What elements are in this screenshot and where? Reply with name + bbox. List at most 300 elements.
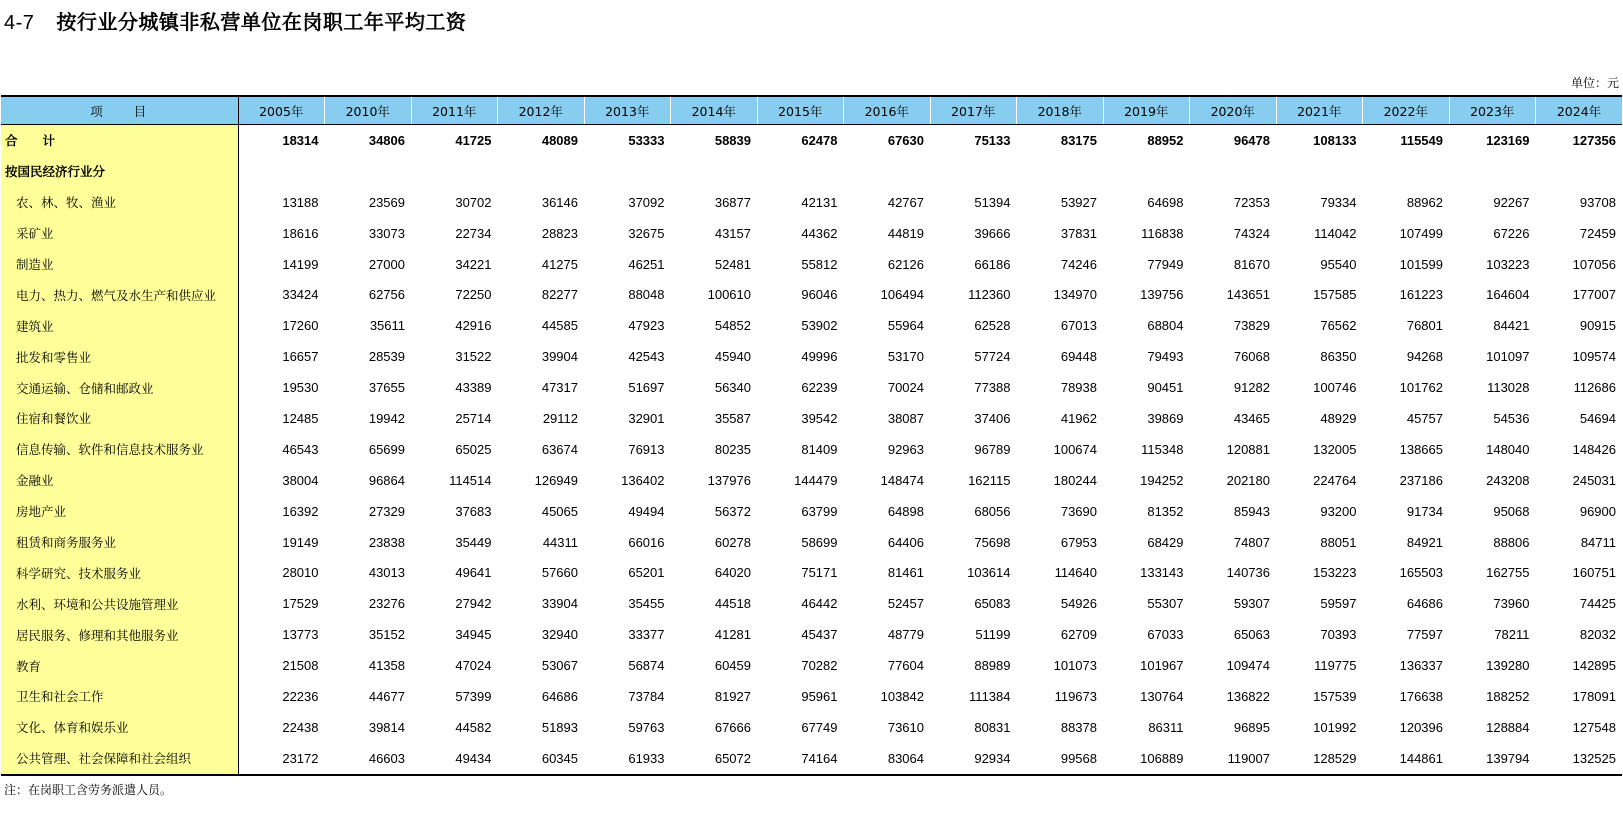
- wage-value: 64898: [887, 503, 924, 519]
- total-value: 83175: [1060, 132, 1097, 148]
- wage-value: 19942: [368, 410, 405, 426]
- wage-value: 44677: [368, 688, 405, 704]
- empty-cell: [930, 156, 1017, 187]
- wage-value: 59763: [628, 719, 665, 735]
- wage-value: 37092: [628, 194, 665, 210]
- wage-value: 128529: [1276, 743, 1363, 775]
- wage-value: 160751: [1572, 565, 1616, 581]
- wage-value: 47923: [628, 318, 665, 334]
- wage-value: 107056: [1572, 256, 1616, 272]
- wage-value: 44819: [887, 225, 924, 241]
- wage-value: 96900: [1579, 503, 1616, 519]
- wage-value: 30702: [455, 194, 492, 210]
- industry-label: 交通运输、仓储和邮政业: [1, 372, 238, 403]
- wage-value: 46543: [282, 441, 319, 457]
- wage-value: 126949: [534, 472, 578, 488]
- wage-value: 43389: [455, 380, 492, 396]
- table-row: [1, 310, 1622, 341]
- wage-value: 72459: [1579, 225, 1616, 241]
- wage-value: 34945: [455, 627, 492, 643]
- total-value: 41725: [455, 132, 492, 148]
- wage-value: 12485: [282, 410, 319, 426]
- wage-value: 54852: [714, 318, 751, 334]
- year-column-header: 2024年: [1536, 96, 1623, 125]
- wage-value: 96864: [368, 472, 405, 488]
- industry-label: 金融业: [1, 465, 238, 496]
- wage-value: 49996: [801, 349, 838, 365]
- wage-value: 25714: [455, 410, 492, 426]
- wage-value: 33377: [628, 627, 665, 643]
- wage-value: 27000: [368, 256, 405, 272]
- year-column-header: 2013年: [584, 96, 671, 125]
- wage-value: 35449: [455, 534, 492, 550]
- table-row: [1, 434, 1622, 465]
- wage-value: 39904: [541, 349, 578, 365]
- wage-value: 62709: [1060, 627, 1097, 643]
- wage-value: 93200: [1320, 503, 1357, 519]
- wage-value: 56340: [714, 380, 751, 396]
- wage-value: 162115: [968, 472, 1011, 488]
- wage-value: 148040: [1486, 441, 1530, 457]
- wage-value: 36877: [714, 194, 751, 210]
- total-value: 127356: [1572, 132, 1616, 148]
- wage-value: 180244: [1053, 472, 1097, 488]
- wage-value: 81927: [714, 688, 751, 704]
- wage-value: 139794: [1449, 743, 1536, 775]
- wage-value: 49434: [411, 743, 498, 775]
- empty-cell: [411, 156, 498, 187]
- industry-label: 采矿业: [1, 218, 238, 249]
- wage-value: 52481: [714, 256, 751, 272]
- wage-value: 17260: [282, 318, 319, 334]
- total-value: 34806: [368, 132, 405, 148]
- wage-value: 62528: [974, 318, 1011, 334]
- wage-value: 45940: [714, 349, 751, 365]
- wage-value: 77604: [887, 658, 924, 674]
- wage-value: 77388: [974, 380, 1011, 396]
- year-column-header: 2020年: [1190, 96, 1277, 125]
- wage-value: 100746: [1313, 380, 1357, 396]
- wage-value: 65072: [671, 743, 758, 775]
- wage-value: 88989: [974, 658, 1011, 674]
- total-value: 108133: [1313, 132, 1357, 148]
- wage-value: 47317: [541, 380, 578, 396]
- wage-value: 88378: [1060, 719, 1097, 735]
- wage-value: 86311: [1148, 719, 1184, 735]
- wage-value: 115348: [1141, 441, 1184, 457]
- wage-value: 101073: [1053, 658, 1097, 674]
- wage-value: 103614: [967, 565, 1011, 581]
- total-value: 48089: [541, 132, 578, 148]
- wage-value: 92963: [887, 441, 924, 457]
- wage-value: 46442: [801, 596, 838, 612]
- table-row: [1, 496, 1622, 527]
- wage-value: 101762: [1399, 380, 1443, 396]
- wage-value: 91734: [1406, 503, 1443, 519]
- wage-value: 114514: [449, 472, 492, 488]
- wage-value: 22236: [282, 688, 319, 704]
- wage-value: 139756: [1140, 287, 1184, 303]
- wage-value: 57660: [541, 565, 578, 581]
- wage-value: 73829: [1233, 318, 1270, 334]
- wage-value: 107499: [1399, 225, 1443, 241]
- wage-value: 139280: [1486, 658, 1530, 674]
- wage-value: 74807: [1233, 534, 1270, 550]
- wage-value: 19530: [282, 380, 319, 396]
- wage-value: 95068: [1493, 503, 1530, 519]
- wage-value: 18616: [282, 225, 319, 241]
- wage-value: 32940: [541, 627, 578, 643]
- table-row: [1, 681, 1622, 712]
- wage-value: 27329: [368, 503, 405, 519]
- wage-value: 46251: [628, 256, 665, 272]
- wage-value: 44585: [541, 318, 578, 334]
- wage-value: 164604: [1486, 287, 1530, 303]
- wage-value: 48779: [887, 627, 924, 643]
- industry-label: 信息传输、软件和信息技术服务业: [1, 434, 238, 465]
- empty-cell: [238, 156, 325, 187]
- total-value: 96478: [1233, 132, 1270, 148]
- wage-value: 73784: [628, 688, 665, 704]
- wage-value: 42767: [887, 194, 924, 210]
- table-row: [1, 249, 1622, 280]
- wage-table: [1, 95, 1622, 776]
- wage-value: 88962: [1406, 194, 1443, 210]
- total-value: 88952: [1147, 132, 1184, 148]
- wage-value: 137976: [707, 472, 751, 488]
- section-row: [1, 156, 1622, 187]
- wage-value: 84921: [1406, 534, 1443, 550]
- empty-cell: [584, 156, 671, 187]
- empty-cell: [1190, 156, 1277, 187]
- wage-value: 35611: [369, 318, 405, 334]
- wage-value: 243208: [1486, 472, 1530, 488]
- wage-value: 66186: [974, 256, 1011, 272]
- wage-value: 85943: [1233, 503, 1270, 519]
- wage-value: 78211: [1494, 627, 1530, 643]
- wage-value: 57399: [455, 688, 492, 704]
- table-row: [1, 218, 1622, 249]
- wage-value: 17529: [282, 596, 319, 612]
- wage-value: 162755: [1486, 565, 1530, 581]
- wage-value: 37683: [455, 503, 492, 519]
- wage-value: 45065: [541, 503, 578, 519]
- wage-value: 31522: [455, 349, 492, 365]
- wage-value: 69448: [1060, 349, 1097, 365]
- wage-value: 51697: [628, 380, 665, 396]
- wage-value: 67666: [714, 719, 751, 735]
- wage-value: 88048: [628, 287, 665, 303]
- wage-value: 116838: [1141, 225, 1184, 241]
- industry-label: 科学研究、技术服务业: [1, 557, 238, 588]
- wage-value: 67033: [1147, 627, 1184, 643]
- empty-cell: [1536, 156, 1623, 187]
- wage-value: 28823: [541, 225, 578, 241]
- table-row: [1, 465, 1622, 496]
- total-value: 53333: [628, 132, 665, 148]
- wage-value: 90451: [1147, 380, 1184, 396]
- industry-label: 居民服务、修理和其他服务业: [1, 619, 238, 650]
- total-value: 75133: [974, 132, 1011, 148]
- wage-value: 84711: [1580, 534, 1616, 550]
- wage-value: 136337: [1399, 658, 1443, 674]
- wage-value: 70024: [887, 380, 924, 396]
- table-row: [1, 187, 1622, 218]
- wage-value: 60278: [714, 534, 751, 550]
- wage-value: 90915: [1579, 318, 1616, 334]
- industry-label: 制造业: [1, 249, 238, 280]
- wage-value: 39869: [1147, 410, 1184, 426]
- wage-value: 56372: [714, 503, 751, 519]
- wage-value: 148474: [880, 472, 924, 488]
- table-row: [1, 341, 1622, 372]
- wage-value: 54694: [1579, 410, 1616, 426]
- wage-value: 112686: [1573, 380, 1616, 396]
- year-column-header: 2012年: [498, 96, 585, 125]
- wage-value: 64698: [1147, 194, 1184, 210]
- wage-value: 22734: [455, 225, 492, 241]
- wage-value: 54536: [1493, 410, 1530, 426]
- wage-value: 49494: [628, 503, 665, 519]
- wage-value: 38004: [282, 472, 319, 488]
- footnote: 注：在岗职工含劳务派遣人员。: [4, 783, 173, 797]
- wage-value: 101967: [1140, 658, 1184, 674]
- wage-value: 27942: [455, 596, 492, 612]
- table-row: [1, 619, 1622, 650]
- wage-value: 53902: [801, 318, 838, 334]
- page-title: [4, 6, 466, 35]
- total-value: 123169: [1486, 132, 1530, 148]
- wage-value: 224764: [1313, 472, 1357, 488]
- total-value: 67630: [887, 132, 924, 148]
- wage-value: 81409: [801, 441, 838, 457]
- wage-value: 70393: [1320, 627, 1357, 643]
- wage-value: 88051: [1320, 534, 1357, 550]
- year-column-header: 2019年: [1103, 96, 1190, 125]
- year-column-header: 2015年: [757, 96, 844, 125]
- wage-value: 103842: [880, 688, 924, 704]
- industry-label: 建筑业: [1, 310, 238, 341]
- wage-value: 42916: [455, 318, 492, 334]
- wage-value: 35455: [628, 596, 665, 612]
- wage-value: 119673: [1054, 688, 1097, 704]
- table-row: [1, 279, 1622, 310]
- wage-value: 79493: [1147, 349, 1184, 365]
- wage-value: 144861: [1363, 743, 1450, 775]
- wage-value: 82032: [1579, 627, 1616, 643]
- wage-value: 43157: [714, 225, 751, 241]
- wage-value: 114640: [1054, 565, 1097, 581]
- wage-value: 35152: [368, 627, 405, 643]
- wage-value: 65083: [974, 596, 1011, 612]
- table-row: [1, 372, 1622, 403]
- year-column-header: 2010年: [325, 96, 412, 125]
- table-number: 4-7: [4, 12, 35, 34]
- year-column-header: 2011年: [411, 96, 498, 125]
- wage-value: 55307: [1147, 596, 1184, 612]
- year-column-header: 2023年: [1449, 96, 1536, 125]
- empty-cell: [671, 156, 758, 187]
- wage-value: 176638: [1399, 688, 1443, 704]
- year-column-header: 2022年: [1363, 96, 1450, 125]
- wage-value: 61933: [584, 743, 671, 775]
- industry-label: 文化、体育和娱乐业: [1, 712, 238, 743]
- wage-value: 64020: [714, 565, 751, 581]
- wage-value: 54926: [1060, 596, 1097, 612]
- item-column-header: 项 目: [1, 96, 238, 125]
- table-row: [1, 557, 1622, 588]
- wage-value: 42131: [801, 194, 838, 210]
- wage-value: 16657: [282, 349, 319, 365]
- table-row: [1, 743, 1622, 775]
- table-row: [1, 650, 1622, 681]
- wage-value: 100610: [707, 287, 751, 303]
- table-row: [1, 527, 1622, 558]
- total-row: [1, 125, 1622, 156]
- wage-value: 82277: [541, 287, 578, 303]
- wage-value: 91282: [1233, 380, 1270, 396]
- wage-value: 28539: [368, 349, 405, 365]
- wage-value: 80831: [974, 719, 1011, 735]
- wage-value: 96789: [974, 441, 1011, 457]
- wage-value: 106494: [880, 287, 924, 303]
- industry-label: 批发和零售业: [1, 341, 238, 372]
- wage-value: 46603: [325, 743, 412, 775]
- year-column-header: 2021年: [1276, 96, 1363, 125]
- wage-value: 53170: [887, 349, 924, 365]
- wage-value: 76913: [628, 441, 665, 457]
- wage-value: 202180: [1226, 472, 1270, 488]
- wage-value: 32675: [628, 225, 665, 241]
- wage-value: 43465: [1233, 410, 1270, 426]
- wage-value: 62756: [368, 287, 405, 303]
- table-title: 按行业分城镇非私营单位在岗职工年平均工资: [56, 10, 467, 34]
- wage-value: 44582: [455, 719, 492, 735]
- empty-cell: [325, 156, 412, 187]
- wage-value: 52457: [887, 596, 924, 612]
- wage-value: 63799: [801, 503, 838, 519]
- wage-value: 153223: [1313, 565, 1357, 581]
- wage-value: 59597: [1320, 596, 1357, 612]
- wage-value: 95961: [801, 688, 838, 704]
- empty-cell: [498, 156, 585, 187]
- wage-value: 37406: [974, 410, 1011, 426]
- wage-value: 81461: [887, 565, 924, 581]
- wage-value: 58699: [801, 534, 838, 550]
- wage-value: 73690: [1060, 503, 1097, 519]
- wage-value: 22438: [282, 719, 319, 735]
- wage-value: 79334: [1320, 194, 1357, 210]
- wage-value: 65201: [628, 565, 665, 581]
- wage-value: 100674: [1053, 441, 1097, 457]
- wage-value: 66016: [628, 534, 665, 550]
- industry-label: 水利、环境和公共设施管理业: [1, 588, 238, 619]
- wage-value: 81352: [1147, 503, 1184, 519]
- wage-value: 148426: [1572, 441, 1616, 457]
- total-value: 18314: [282, 132, 319, 148]
- wage-value: 51394: [974, 194, 1011, 210]
- wage-value: 95540: [1320, 256, 1357, 272]
- wage-value: 136822: [1226, 688, 1270, 704]
- wage-value: 120881: [1226, 441, 1270, 457]
- wage-value: 53067: [541, 658, 578, 674]
- wage-value: 44518: [714, 596, 751, 612]
- total-label: 合 计: [1, 125, 238, 156]
- wage-value: 93708: [1579, 194, 1616, 210]
- wage-value: 73610: [887, 719, 924, 735]
- wage-value: 136402: [621, 472, 665, 488]
- wage-value: 112360: [968, 287, 1011, 303]
- wage-value: 78938: [1060, 380, 1097, 396]
- wage-value: 101097: [1486, 349, 1530, 365]
- wage-value: 23172: [238, 743, 325, 775]
- wage-value: 63674: [541, 441, 578, 457]
- wage-value: 65699: [368, 441, 405, 457]
- wage-value: 72353: [1233, 194, 1270, 210]
- wage-value: 68804: [1147, 318, 1184, 334]
- wage-value: 14199: [282, 256, 319, 272]
- wage-value: 56874: [628, 658, 665, 674]
- wage-value: 41275: [541, 256, 578, 272]
- wage-value: 65063: [1233, 627, 1270, 643]
- year-column-header: 2016年: [844, 96, 931, 125]
- industry-label: 卫生和社会工作: [1, 681, 238, 712]
- wage-value: 113028: [1487, 380, 1530, 396]
- empty-cell: [1103, 156, 1190, 187]
- wage-value: 37831: [1060, 225, 1097, 241]
- wage-value: 138665: [1399, 441, 1443, 457]
- wage-value: 74425: [1579, 596, 1616, 612]
- wage-value: 49641: [455, 565, 492, 581]
- wage-value: 194252: [1140, 472, 1184, 488]
- wage-value: 23276: [368, 596, 405, 612]
- wage-value: 84421: [1493, 318, 1530, 334]
- wage-value: 92934: [930, 743, 1017, 775]
- wage-value: 39542: [801, 410, 838, 426]
- wage-value: 157585: [1313, 287, 1357, 303]
- wage-value: 55964: [887, 318, 924, 334]
- industry-label: 公共管理、社会保障和社会组织: [1, 743, 238, 775]
- empty-cell: [1017, 156, 1104, 187]
- wage-value: 68429: [1147, 534, 1184, 550]
- year-column-header: 2005年: [238, 96, 325, 125]
- wage-value: 92267: [1493, 194, 1530, 210]
- wage-value: 19149: [282, 534, 319, 550]
- wage-value: 75171: [801, 565, 838, 581]
- wage-value: 65025: [455, 441, 492, 457]
- wage-value: 165503: [1399, 565, 1443, 581]
- wage-value: 161223: [1399, 287, 1443, 303]
- industry-label: 教育: [1, 650, 238, 681]
- wage-value: 44311: [542, 534, 578, 550]
- wage-value: 47024: [455, 658, 492, 674]
- wage-value: 77597: [1406, 627, 1443, 643]
- wage-value: 51893: [541, 719, 578, 735]
- wage-value: 109574: [1572, 349, 1616, 365]
- year-column-header: 2014年: [671, 96, 758, 125]
- wage-value: 120396: [1399, 719, 1443, 735]
- wage-value: 37655: [368, 380, 405, 396]
- wage-value: 77949: [1147, 256, 1184, 272]
- wage-value: 16392: [282, 503, 319, 519]
- wage-value: 60345: [498, 743, 585, 775]
- year-column-header: 2018年: [1017, 96, 1104, 125]
- wage-value: 62126: [887, 256, 924, 272]
- empty-cell: [1276, 156, 1363, 187]
- wage-value: 178091: [1572, 688, 1616, 704]
- wage-value: 127548: [1572, 719, 1616, 735]
- wage-value: 76801: [1406, 318, 1443, 334]
